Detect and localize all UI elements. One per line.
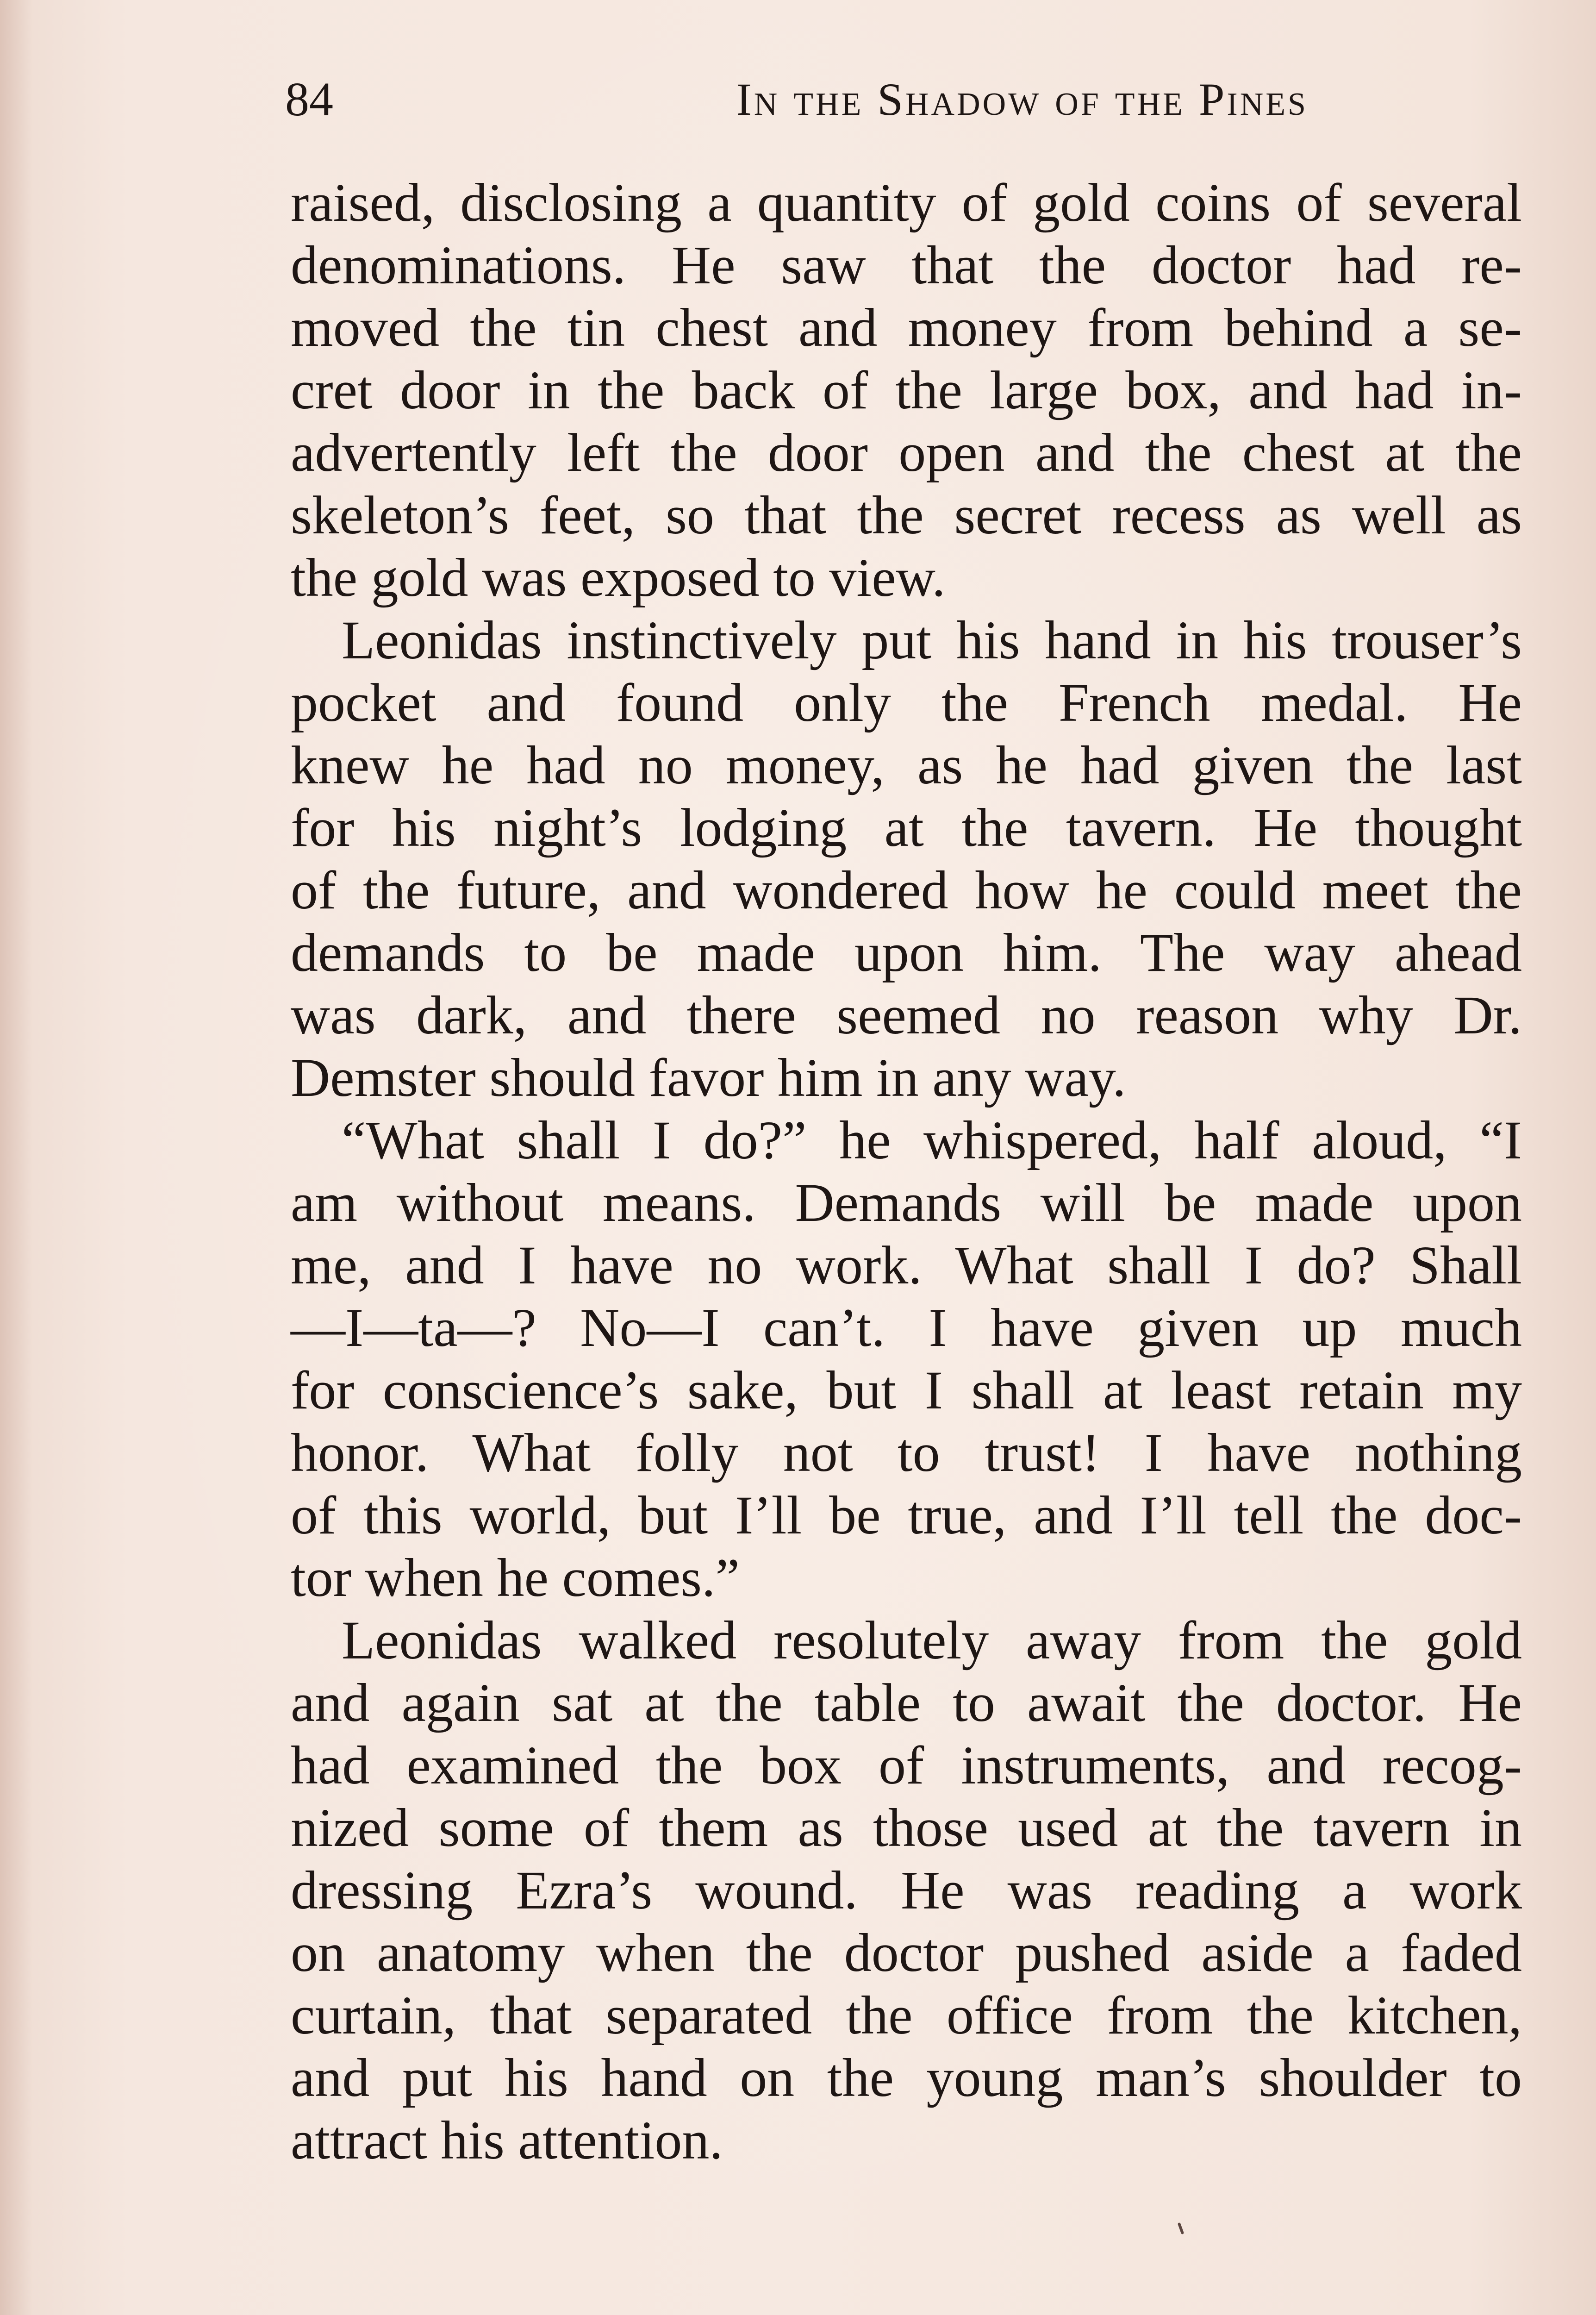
text-line: raised, disclosing a quantity of gold coins of several [291, 172, 1522, 233]
text-line: denominations. He saw that the doctor had re- [291, 235, 1522, 295]
text-line: skeleton’s feet, so that the secret recess as well as [291, 485, 1522, 545]
text-line: the gold was exposed to view. [291, 547, 946, 608]
text-line: had examined the box of instruments, and recog- [291, 1735, 1522, 1796]
spine-shadow [0, 0, 32, 2315]
text-line: moved the tin chest and money from behind a se- [291, 297, 1522, 358]
text-line: was dark, and there seemed no reason why Dr. [291, 985, 1522, 1045]
text-line: cret door in the back of the large box, and had in- [291, 360, 1522, 420]
text-line: Leonidas walked resolutely away from the gold [342, 1610, 1522, 1671]
running-title: In the Shadow of the Pines [736, 74, 1308, 125]
text-line: tor when he comes.” [291, 1547, 740, 1608]
running-header [285, 69, 1308, 130]
text-line: nized some of them as those used at the tavern in [291, 1797, 1522, 1858]
text-line: for his night’s lodging at the tavern. He thought [291, 797, 1522, 858]
text-line: honor. What folly not to trust! I have nothing [291, 1422, 1522, 1483]
ink-speck [1178, 2222, 1185, 2234]
text-line: advertently left the door open and the chest at the [291, 422, 1522, 483]
text-line: curtain, that separated the office from the kitchen, [291, 1985, 1522, 2046]
paragraph [291, 609, 1522, 1109]
text-line: —I—ta—? No—I can’t. I have given up much [291, 1297, 1522, 1358]
text-line: Demster should favor him in any way. [291, 1047, 1126, 1108]
text-line: of the future, and wondered how he could meet the [291, 860, 1522, 920]
paragraph [291, 1609, 1522, 2171]
text-line: attract his attention. [291, 2110, 723, 2171]
text-line: for conscience’s sake, but I shall at least retain my [291, 1360, 1522, 1420]
text-line: dressing Ezra’s wound. He was reading a work [291, 1860, 1522, 1921]
body-text [291, 171, 1522, 2171]
text-line: Leonidas instinctively put his hand in his trouser’s [342, 610, 1522, 670]
text-line: am without means. Demands will be made upon [291, 1172, 1522, 1233]
text-line: on anatomy when the doctor pushed aside a faded [291, 1922, 1522, 1983]
text-line: pocket and found only the French medal. He [291, 672, 1522, 733]
text-line: me, and I have no work. What shall I do? Shall [291, 1235, 1522, 1295]
text-line: of this world, but I’ll be true, and I’ll tell the doc- [291, 1485, 1522, 1545]
paragraph [291, 1109, 1522, 1609]
text-line: and put his hand on the young man’s shoulder to [291, 2047, 1522, 2108]
page-number: 84 [285, 73, 333, 126]
paragraph [291, 171, 1522, 609]
text-line: “What shall I do?” he whispered, half aloud, “I [342, 1110, 1522, 1170]
text-line: and again sat at the table to await the doctor. He [291, 1672, 1522, 1733]
text-line: demands to be made upon him. The way ahead [291, 922, 1522, 983]
text-line: knew he had no money, as he had given the last [291, 735, 1522, 795]
